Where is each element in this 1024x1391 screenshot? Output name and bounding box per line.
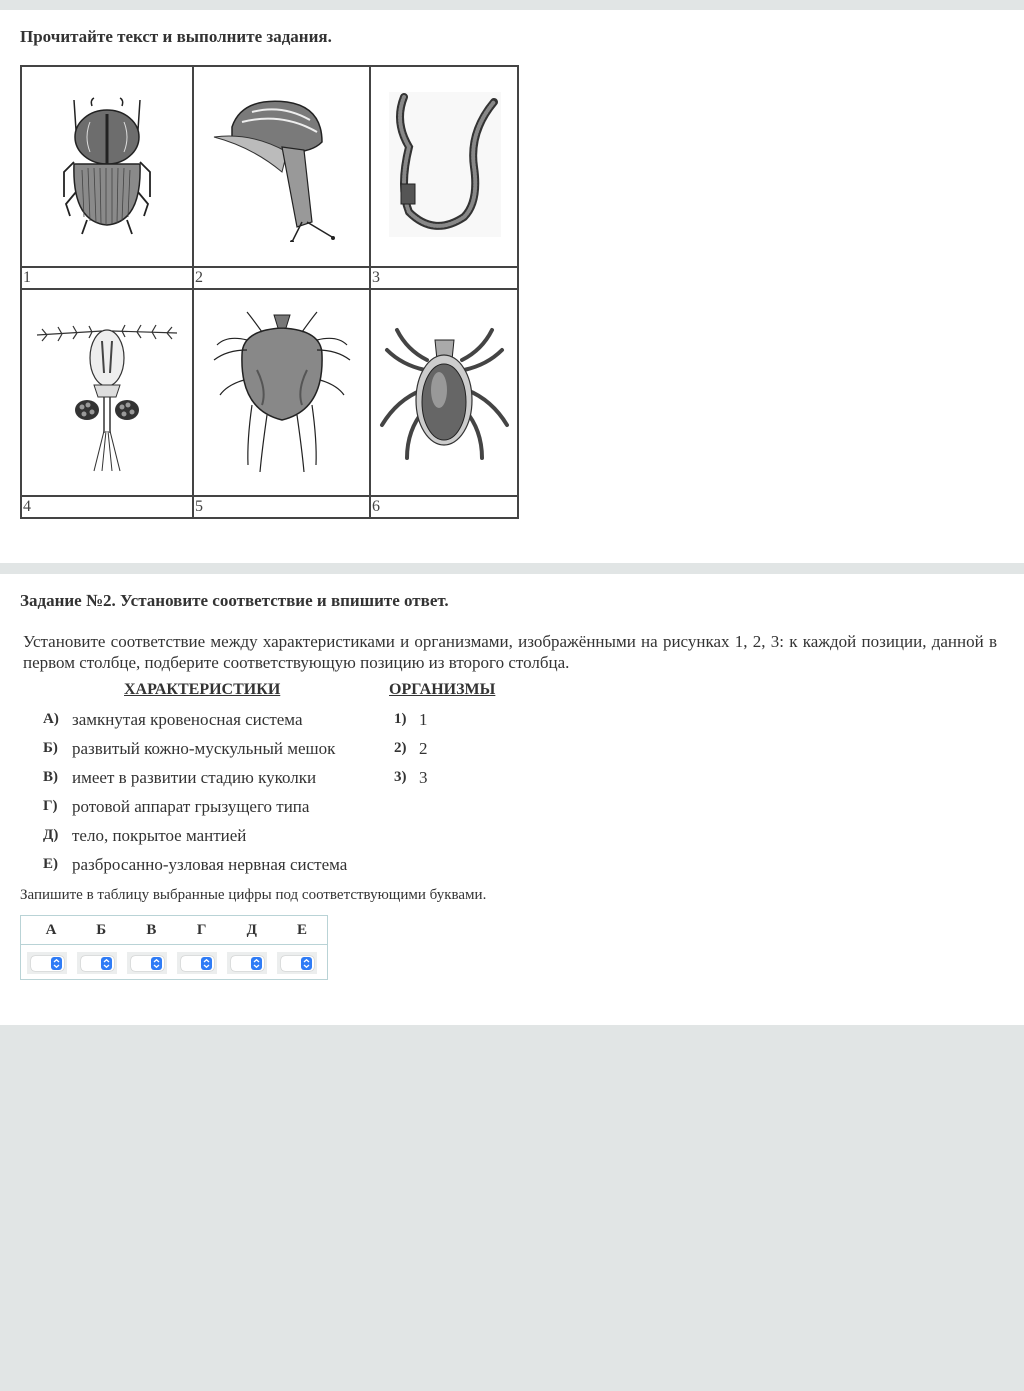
image-number-5: 5 — [193, 496, 370, 518]
select-stepper-icon — [151, 957, 162, 970]
characteristic-letter: Б) — [43, 740, 58, 756]
beetle-icon — [52, 92, 162, 242]
characteristic-text: тело, покрытое мантией — [72, 826, 247, 845]
select-stepper-icon — [251, 957, 262, 970]
image-cell-4 — [21, 289, 193, 496]
answer-select-cell-a — [27, 952, 67, 974]
image-number-3: 3 — [370, 267, 518, 289]
select-stepper-icon — [51, 957, 62, 970]
snail-icon — [212, 92, 352, 242]
organism-number: 1) — [394, 711, 407, 727]
answer-column-a: А — [45, 922, 57, 938]
answer-select-cell-d — [227, 952, 267, 974]
answer-select-v[interactable] — [131, 956, 164, 971]
task-intro-card — [0, 10, 1024, 563]
select-stepper-icon — [201, 957, 212, 970]
characteristic-text: ротовой аппарат грызущего типа — [72, 797, 310, 816]
characteristics-header: ХАРАКТЕРИСТИКИ — [124, 681, 281, 698]
characteristic-text: разбросанно-узловая нервная система — [72, 855, 348, 874]
select-stepper-icon — [301, 957, 312, 970]
answer-note: Запишите в таблицу выбранные цифры под соответствующими буквами. — [20, 887, 487, 903]
organism-row-1 — [394, 710, 494, 732]
characteristic-letter: Г) — [43, 798, 58, 814]
organism-images-table — [20, 65, 519, 519]
characteristic-letter: Е) — [43, 856, 58, 872]
characteristic-row-g — [43, 797, 383, 819]
task-2-heading: Задание №2. Установите соответствие и впишите ответ. — [20, 591, 449, 610]
answer-select-cell-g — [177, 952, 217, 974]
mite-icon — [212, 310, 352, 475]
answer-table — [20, 915, 328, 980]
answer-select-cell-b — [77, 952, 117, 974]
organism-text: 3 — [419, 768, 428, 787]
organism-row-3 — [394, 768, 494, 790]
characteristic-row-e — [43, 855, 383, 877]
image-cell-2 — [193, 66, 370, 267]
answer-column-b: Б — [96, 922, 107, 938]
answer-select-d[interactable] — [231, 956, 264, 971]
answer-select-a[interactable] — [31, 956, 64, 971]
tick-icon — [377, 320, 512, 465]
answer-table-body — [21, 945, 327, 974]
task-instruction: Установите соответствие между характеристиками и организмами, изображёнными на рисунках 1, 2, 3: к каждой позиции, данной в первом столбце, подберите соответствующую позицию из второго столбца. — [23, 632, 997, 672]
intro-heading: Прочитайте текст и выполните задания. — [20, 27, 332, 46]
characteristic-letter: А) — [43, 711, 59, 727]
answer-column-e: Е — [296, 922, 307, 938]
characteristic-text: имеет в развитии стадию куколки — [72, 768, 317, 787]
image-number-6: 6 — [370, 496, 518, 518]
characteristic-row-d — [43, 826, 383, 848]
answer-table-header — [21, 916, 327, 945]
image-cell-3 — [370, 66, 518, 267]
image-cell-6 — [370, 289, 518, 496]
organisms-header: ОРГАНИЗМЫ — [389, 681, 496, 698]
characteristic-row-a — [43, 710, 383, 732]
select-stepper-icon — [101, 957, 112, 970]
organism-text: 2 — [419, 739, 428, 758]
image-number-4: 4 — [21, 496, 193, 518]
characteristic-text: развитый кожно-мускульный мешок — [72, 739, 336, 758]
characteristic-letter: В) — [43, 769, 58, 785]
answer-column-g: Г — [196, 922, 207, 938]
answer-column-v: В — [146, 922, 157, 938]
earthworm-icon — [384, 92, 504, 242]
organism-row-2 — [394, 739, 494, 761]
characteristic-text: замкнутая кровеносная система — [72, 710, 303, 729]
answer-select-g[interactable] — [181, 956, 214, 971]
organism-number: 3) — [394, 769, 407, 785]
image-cell-5 — [193, 289, 370, 496]
characteristic-row-v — [43, 768, 383, 790]
image-number-1: 1 — [21, 267, 193, 289]
answer-select-e[interactable] — [281, 956, 314, 971]
organism-text: 1 — [419, 710, 428, 729]
characteristic-row-b — [43, 739, 383, 761]
image-cell-1 — [21, 66, 193, 267]
organism-number: 2) — [394, 740, 407, 756]
answer-select-b[interactable] — [81, 956, 114, 971]
answer-select-cell-v — [127, 952, 167, 974]
image-number-2: 2 — [193, 267, 370, 289]
characteristic-letter: Д) — [43, 827, 59, 843]
answer-column-d: Д — [246, 922, 257, 938]
task-2-card — [0, 574, 1024, 1025]
answer-select-cell-e — [277, 952, 317, 974]
copepod-icon — [32, 313, 182, 473]
